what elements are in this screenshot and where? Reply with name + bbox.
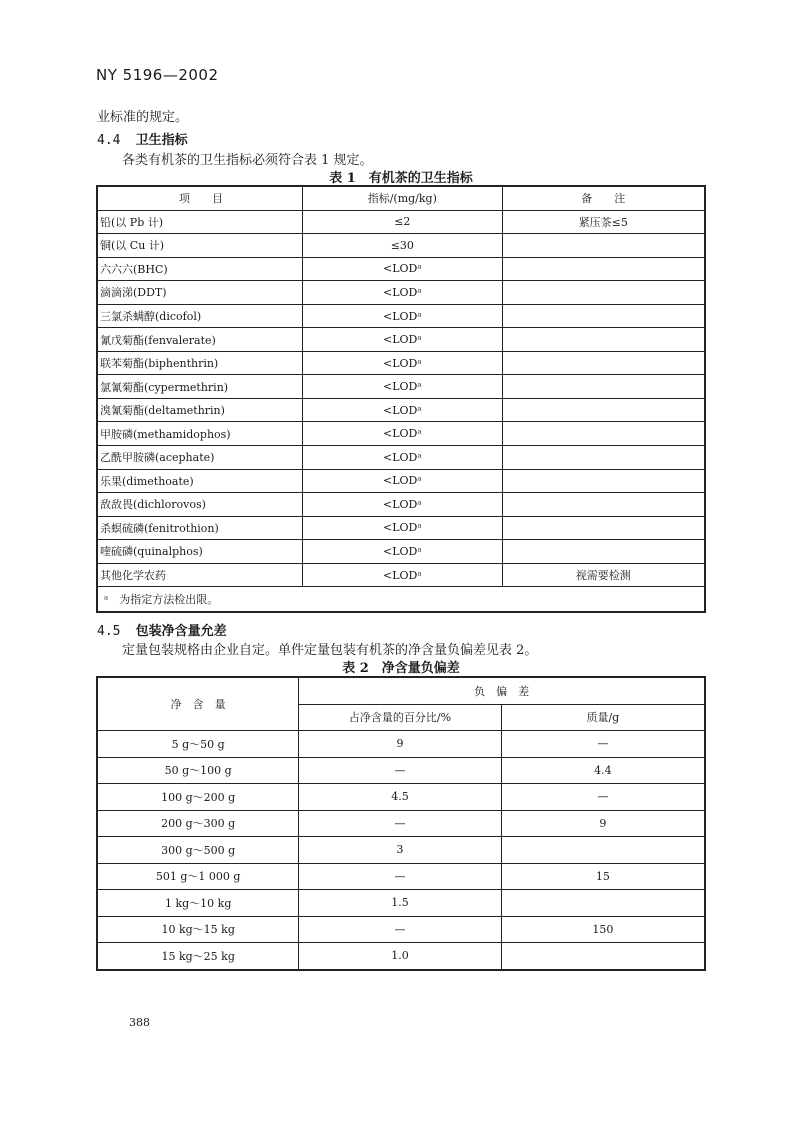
cell-remark — [502, 257, 704, 281]
cell-mass: 9 — [501, 810, 704, 837]
cell-percentage: — — [299, 863, 501, 890]
cell-remark: 视需要检测 — [502, 563, 704, 587]
cell-net-content: 100 g～200 g — [98, 784, 299, 811]
cell-net-content: 1 kg～10 kg — [98, 890, 299, 917]
cell-percentage: 9 — [299, 731, 501, 758]
table-header-row — [98, 678, 705, 705]
header-percentage: 占净含量的百分比/% — [299, 704, 501, 731]
cell-indicator: <LODᵃ — [302, 281, 502, 305]
table-row — [98, 757, 705, 784]
section-4-5-heading — [97, 620, 227, 639]
table-row — [98, 837, 705, 864]
table-row — [98, 516, 705, 540]
table-row — [98, 375, 705, 399]
cell-item: 联苯菊酯(biphenthrin) — [98, 351, 303, 375]
table-row — [98, 469, 705, 493]
cell-indicator: <LODᵃ — [302, 422, 502, 446]
table-row — [98, 863, 705, 890]
cell-remark — [502, 540, 704, 564]
table1-footnote: ᵃ 为指定方法检出限。 — [98, 587, 705, 612]
intro-text: 业标准的规定。 — [97, 110, 189, 125]
cell-item: 氯氰菊酯(cypermethrin) — [98, 375, 303, 399]
cell-remark — [502, 446, 704, 470]
cell-item: 甲胺磷(methamidophos) — [98, 422, 303, 446]
table-row — [98, 281, 705, 305]
header-remark: 备 注 — [502, 187, 704, 211]
header-negative-deviation: 负 偏 差 — [299, 678, 705, 705]
cell-mass: 150 — [501, 916, 704, 943]
cell-indicator: ≤2 — [302, 210, 502, 234]
section-4-5-body: 定量包装规格由企业自定。单件定量包装有机茶的净含量负偏差见表 2。 — [122, 643, 538, 658]
cell-remark — [502, 281, 704, 305]
cell-net-content: 300 g～500 g — [98, 837, 299, 864]
cell-indicator: <LODᵃ — [302, 257, 502, 281]
cell-mass — [501, 890, 704, 917]
cell-item: 铅(以 Pb 计) — [98, 210, 303, 234]
table2-caption: 表 2 净含量负偏差 — [342, 661, 460, 676]
cell-net-content: 10 kg～15 kg — [98, 916, 299, 943]
header-item: 项 目 — [98, 187, 303, 211]
table-row — [98, 210, 705, 234]
cell-indicator: <LODᵃ — [302, 304, 502, 328]
table-row — [98, 446, 705, 470]
cell-indicator: <LODᵃ — [302, 563, 502, 587]
table-row — [98, 351, 705, 375]
table-row — [98, 304, 705, 328]
cell-item: 喹硫磷(quinalphos) — [98, 540, 303, 564]
cell-remark — [502, 351, 704, 375]
cell-indicator: <LODᵃ — [302, 469, 502, 493]
section-4-4-body: 各类有机茶的卫生指标必须符合表 1 规定。 — [122, 153, 373, 168]
cell-mass: — — [501, 784, 704, 811]
cell-item: 氰戊菊酯(fenvalerate) — [98, 328, 303, 352]
section-4-5-number: 4.5 — [97, 624, 121, 639]
table-row — [98, 540, 705, 564]
table-row — [98, 731, 705, 758]
cell-item: 其他化学农药 — [98, 563, 303, 587]
cell-item: 铜(以 Cu 计) — [98, 234, 303, 258]
table-row — [98, 398, 705, 422]
cell-remark — [502, 375, 704, 399]
table-row — [98, 784, 705, 811]
table-footnote-row — [98, 587, 705, 612]
cell-percentage: — — [299, 916, 501, 943]
table-row — [98, 234, 705, 258]
cell-net-content: 15 kg～25 kg — [98, 943, 299, 970]
cell-percentage: — — [299, 810, 501, 837]
table-row — [98, 943, 705, 970]
cell-item: 敌敌畏(dichlorovos) — [98, 493, 303, 517]
cell-percentage: — — [299, 757, 501, 784]
cell-net-content: 50 g～100 g — [98, 757, 299, 784]
cell-indicator: ≤30 — [302, 234, 502, 258]
cell-item: 乐果(dimethoate) — [98, 469, 303, 493]
cell-indicator: <LODᵃ — [302, 351, 502, 375]
cell-remark — [502, 328, 704, 352]
cell-mass: — — [501, 731, 704, 758]
hygiene-indicators-table — [97, 186, 705, 612]
cell-item: 乙酰甲胺磷(acephate) — [98, 446, 303, 470]
table-row — [98, 810, 705, 837]
cell-mass: 4.4 — [501, 757, 704, 784]
cell-remark — [502, 234, 704, 258]
cell-percentage: 1.0 — [299, 943, 501, 970]
table-row — [98, 257, 705, 281]
cell-remark — [502, 304, 704, 328]
table1-caption: 表 1 有机茶的卫生指标 — [329, 171, 473, 186]
cell-item: 三氯杀螨醇(dicofol) — [98, 304, 303, 328]
cell-indicator: <LODᵃ — [302, 540, 502, 564]
section-4-4-title: 卫生指标 — [135, 133, 188, 148]
cell-indicator: <LODᵃ — [302, 493, 502, 517]
cell-remark — [502, 422, 704, 446]
cell-net-content: 5 g～50 g — [98, 731, 299, 758]
cell-indicator: <LODᵃ — [302, 446, 502, 470]
page-number: 388 — [129, 1016, 150, 1029]
header-mass: 质量/g — [501, 704, 704, 731]
table-header-row — [98, 187, 705, 211]
section-4-4-heading — [97, 129, 188, 148]
cell-remark — [502, 516, 704, 540]
net-content-tolerance-table — [97, 677, 705, 970]
table-row — [98, 563, 705, 587]
cell-remark — [502, 398, 704, 422]
cell-percentage: 4.5 — [299, 784, 501, 811]
cell-mass — [501, 837, 704, 864]
cell-percentage: 1.5 — [299, 890, 501, 917]
cell-item: 六六六(BHC) — [98, 257, 303, 281]
cell-remark — [502, 469, 704, 493]
cell-item: 杀螟硫磷(fenitrothion) — [98, 516, 303, 540]
cell-mass: 15 — [501, 863, 704, 890]
cell-remark — [502, 493, 704, 517]
section-4-4-number: 4.4 — [97, 133, 121, 148]
header-net-content: 净 含 量 — [98, 678, 299, 731]
table-row — [98, 422, 705, 446]
section-4-5-title: 包装净含量允差 — [135, 624, 227, 639]
cell-net-content: 200 g～300 g — [98, 810, 299, 837]
cell-indicator: <LODᵃ — [302, 328, 502, 352]
header-indicator: 指标/(mg/kg) — [302, 187, 502, 211]
cell-indicator: <LODᵃ — [302, 516, 502, 540]
cell-item: 溴氰菊酯(deltamethrin) — [98, 398, 303, 422]
cell-indicator: <LODᵃ — [302, 398, 502, 422]
cell-net-content: 501 g～1 000 g — [98, 863, 299, 890]
table-row — [98, 890, 705, 917]
cell-mass — [501, 943, 704, 970]
cell-remark: 紧压茶≤5 — [502, 210, 704, 234]
cell-indicator: <LODᵃ — [302, 375, 502, 399]
table-row — [98, 916, 705, 943]
standard-code: NY 5196—2002 — [96, 66, 219, 84]
cell-item: 滴滴涕(DDT) — [98, 281, 303, 305]
table-row — [98, 328, 705, 352]
table-row — [98, 493, 705, 517]
cell-percentage: 3 — [299, 837, 501, 864]
